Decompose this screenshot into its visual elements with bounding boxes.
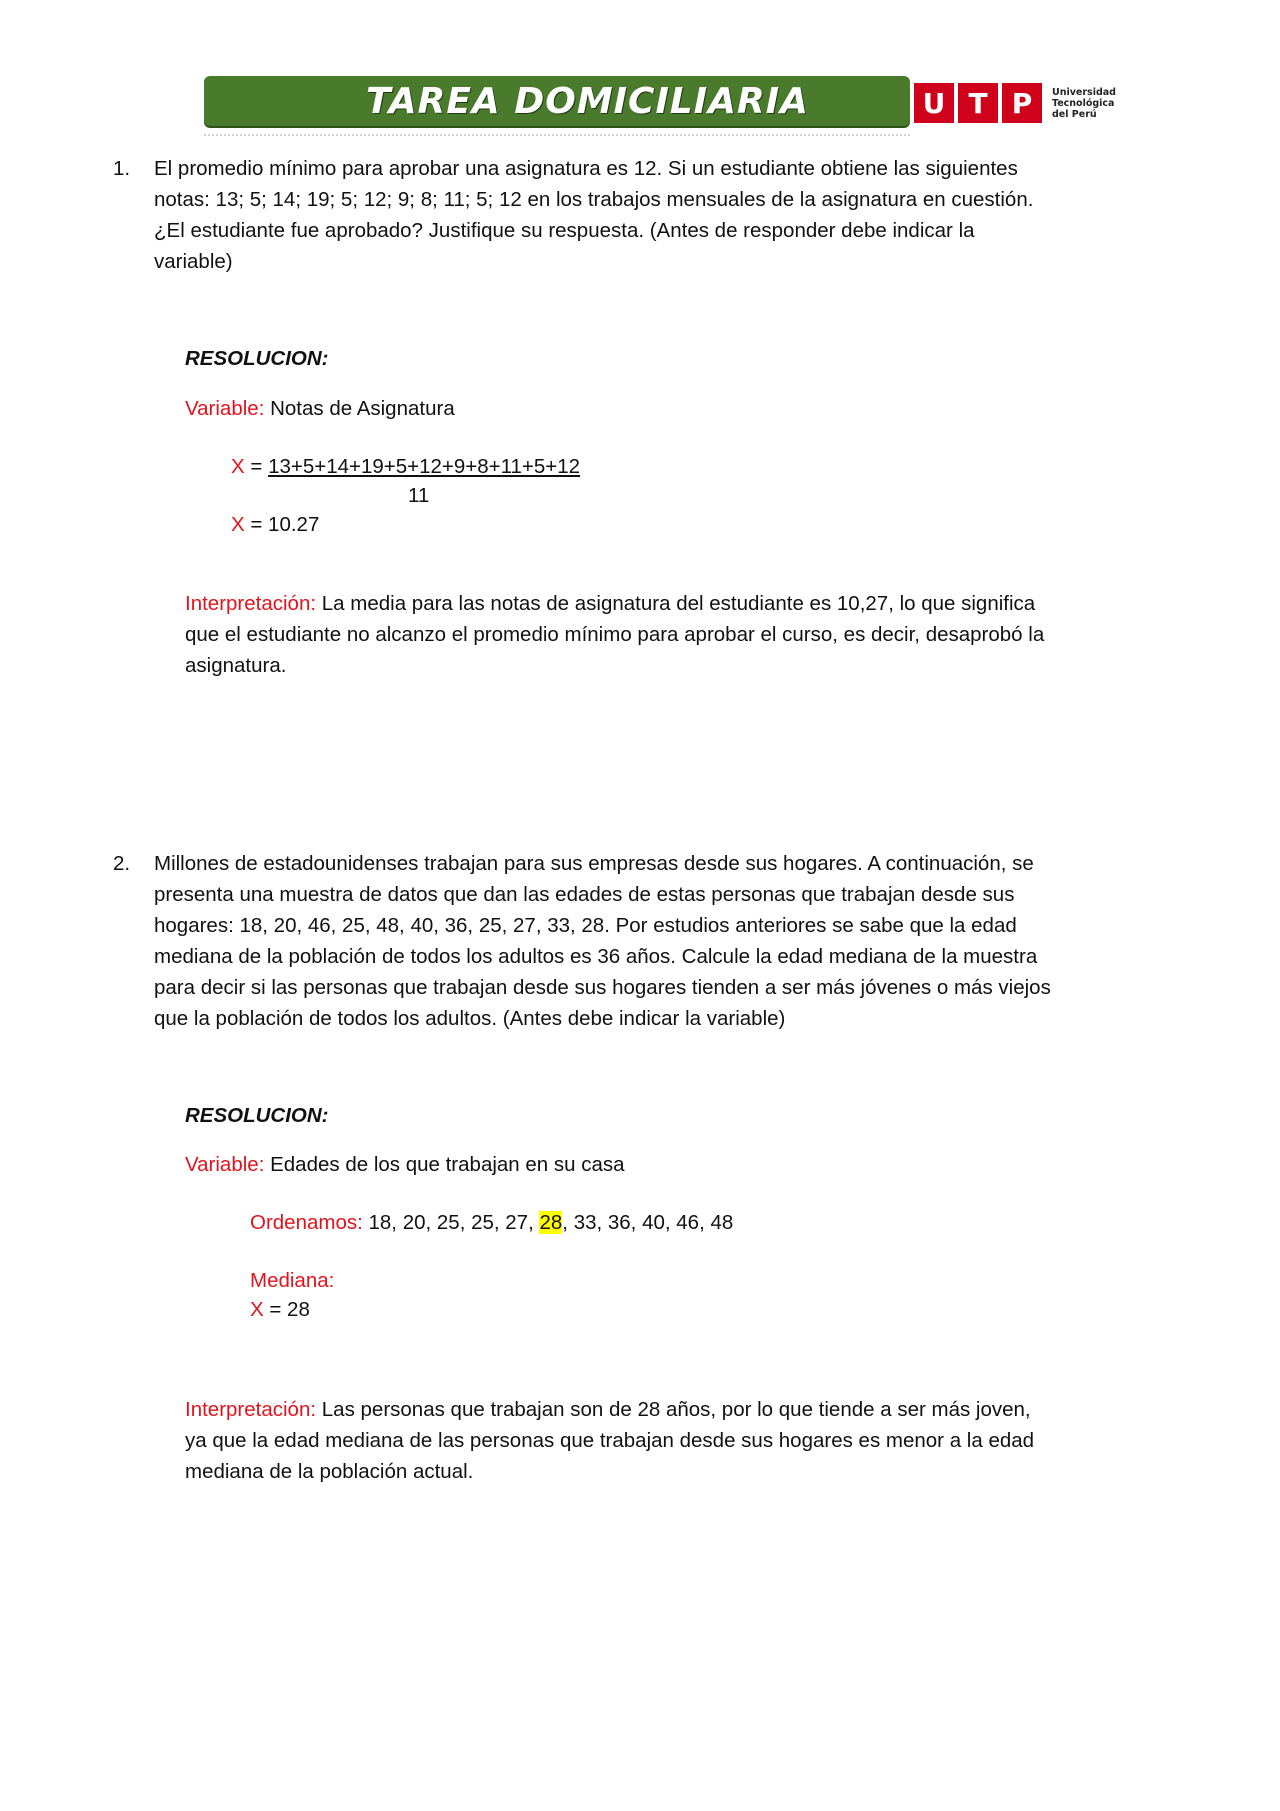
interpretation-text: La media para las notas de asignatura del estudiante es 10,27, lo que significa — [321, 592, 1036, 615]
mean-result — [231, 509, 319, 540]
logo-letter-p: P — [1002, 83, 1042, 123]
header-banner — [204, 76, 910, 126]
utp-logo — [914, 82, 1116, 124]
logo-caption-line: del Perú — [1052, 108, 1097, 120]
variable-value: Edades de los que trabajan en su casa — [270, 1153, 625, 1176]
interpretation-line — [185, 1394, 1034, 1425]
header-title: TAREA DOMICILIARIA — [366, 81, 810, 122]
median-result — [250, 1294, 310, 1325]
banner-dotted-rule — [204, 130, 910, 136]
question-line: mediana de la población de todos los adultos es 36 años. Calcule la edad mediana de la muestra — [154, 945, 1038, 968]
question-line: El promedio mínimo para aprobar una asignatura es 12. Si un estudiante obtiene las siguientes — [154, 157, 1018, 180]
question-line: que la población de todos los adultos. (Antes debe indicar la variable) — [154, 1007, 786, 1030]
interpretation-line: que el estudiante no alcanzo el promedio mínimo para aprobar el curso, es decir, desaprobó la — [185, 623, 1045, 646]
median-label: Mediana: — [250, 1269, 335, 1292]
interpretation-1 — [185, 588, 1044, 681]
question-2-text — [154, 848, 1051, 1034]
question-1-number: 1. — [113, 157, 131, 180]
median-highlight: 28 — [539, 1211, 563, 1234]
variable-line-1 — [185, 393, 455, 424]
logo-letter-u: U — [914, 83, 954, 123]
ordered-values-after: , 33, 36, 40, 46, 48 — [562, 1211, 734, 1234]
interpretation-line: ya que la edad mediana de las personas que trabajan desde sus hogares es menor a la edad — [185, 1429, 1035, 1452]
ordered-label: Ordenamos: — [250, 1211, 363, 1234]
logo-caption-line: Tecnológica — [1052, 97, 1115, 109]
question-line: hogares: 18, 20, 46, 25, 48, 40, 36, 25, 27, 33, 28. Por estudios anteriores se sabe que la edad — [154, 914, 1017, 937]
question-2-number: 2. — [113, 852, 131, 875]
ordered-values — [250, 1207, 733, 1238]
mean-result-value: = 10.27 — [244, 513, 320, 536]
logo-caption — [1052, 87, 1116, 120]
mean-formula — [231, 451, 580, 482]
logo-letter-t: T — [958, 83, 998, 123]
interpretation-line: asignatura. — [185, 654, 287, 677]
question-1-text — [154, 153, 1033, 277]
question-line: para decir si las personas que trabajan desde sus hogares tienden a ser más jóvenes o más viejos — [154, 976, 1051, 999]
question-line: Millones de estadounidenses trabajan para sus empresas desde sus hogares. A continuación, se — [154, 852, 1034, 875]
question-line: variable) — [154, 250, 233, 273]
interpretation-label: Interpretación: — [185, 1398, 317, 1421]
question-line: notas: 13; 5; 14; 19; 5; 12; 9; 8; 11; 5; 12 en los trabajos mensuales de la asignatura en cuestión. — [154, 188, 1034, 211]
question-line: ¿El estudiante fue aprobado? Justifique su respuesta. (Antes de responder debe indicar la — [154, 219, 975, 242]
resolution-heading-2: RESOLUCION: — [185, 1104, 329, 1127]
median-symbol: X — [250, 1298, 264, 1321]
variable-value: Notas de Asignatura — [270, 397, 455, 420]
mean-symbol: X — [231, 455, 245, 478]
resolution-heading-1: RESOLUCION: — [185, 347, 329, 370]
interpretation-line — [185, 588, 1044, 619]
ordered-values-before: 18, 20, 25, 25, 27, — [362, 1211, 540, 1234]
median-result-value: = 28 — [263, 1298, 310, 1321]
question-line: presenta una muestra de datos que dan las edades de estas personas que trabajan desde sus — [154, 883, 1015, 906]
interpretation-2 — [185, 1394, 1034, 1487]
formula-numerator: 13+5+14+19+5+12+9+8+11+5+12 — [268, 455, 581, 478]
formula-equals: = — [244, 455, 269, 478]
variable-label: Variable: — [185, 397, 265, 420]
interpretation-label: Interpretación: — [185, 592, 317, 615]
formula-denominator: 11 — [408, 484, 430, 507]
mean-symbol: X — [231, 513, 245, 536]
variable-label: Variable: — [185, 1153, 265, 1176]
variable-line-2 — [185, 1149, 625, 1180]
interpretation-text: Las personas que trabajan son de 28 años, por lo que tiende a ser más joven, — [321, 1398, 1031, 1421]
logo-caption-line: Universidad — [1052, 86, 1116, 98]
interpretation-line: mediana de la población actual. — [185, 1460, 474, 1483]
